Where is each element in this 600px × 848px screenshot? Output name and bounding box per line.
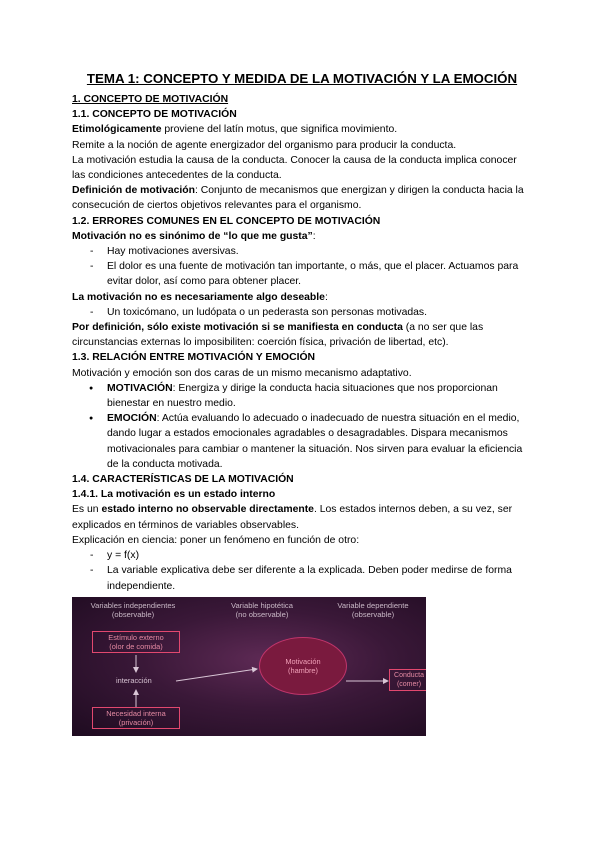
estado-pre: Es un [72, 504, 102, 516]
etimologia-text: proviene del latín motus, que significa movimiento. [161, 124, 398, 136]
caras-paragraph: Motivación y emoción son dos caras de un mismo mecanismo adaptativo. [72, 367, 412, 379]
label-interaccion: interacción [116, 676, 152, 685]
error-2-label: La motivación no es necesariamente algo deseable [72, 291, 325, 303]
section-1-heading: 1. CONCEPTO DE MOTIVACIÓN [72, 94, 229, 105]
list-item [72, 411, 532, 472]
motivation-diagram [72, 597, 426, 736]
motivacion-text: : Energiza y dirige la conducta hacia situaciones que nos proporcionan bienestar en nuestro medio. [107, 382, 498, 410]
box-conducta: Conducta (comer) [389, 669, 426, 691]
label-motivacion: Motivación (hambre) [285, 657, 321, 675]
error-1-heading [72, 229, 532, 244]
error-2-list [72, 305, 532, 320]
error-1-colon: : [312, 230, 316, 242]
box-necesidad: Necesidad interna (privación) [92, 707, 180, 729]
motivacion-label: MOTIVACIÓN [107, 382, 173, 394]
definicion-2-paragraph [72, 320, 532, 350]
page-title: TEMA 1: CONCEPTO Y MEDIDA DE LA MOTIVACIÓN Y LA EMOCIÓN [86, 71, 518, 86]
list-item: - Hay motivaciones aversivas. [72, 244, 532, 259]
section-1-1-heading: 1.1. CONCEPTO DE MOTIVACIÓN [72, 109, 237, 121]
section-1-2-heading: 1.2. ERRORES COMUNES EN EL CONCEPTO DE MOTIVACIÓN [72, 215, 381, 227]
section-1-4-heading: 1.4. CARACTERÍSTICAS DE LA MOTIVACIÓN [72, 474, 294, 486]
etimologia-paragraph [72, 122, 532, 137]
section-1-4-1-heading: 1.4.1. La motivación es un estado interno [72, 489, 276, 501]
relacion-list [72, 381, 532, 472]
error-2-colon: : [324, 291, 328, 303]
explicacion-paragraph: Explicación en ciencia: poner un fenómeno en función de otro: [72, 534, 360, 546]
estado-text: . Los estados internos deben, a su vez, ser explicados en términos de variables observables. [72, 504, 513, 531]
estado-label: estado interno no observable directamente [101, 504, 314, 516]
definicion-text: : Conjunto de mecanismos que energizan y dirigen la conducta hacia la consecución de ciertos objetivos relevantes para el organismo. [72, 185, 524, 212]
definicion-label: Definición de motivación [72, 185, 195, 197]
list-item: - La variable explicativa debe ser diferente a la explicada. Deben poder medirse de forma independiente. [72, 563, 532, 593]
definicion-2-label: Por definición, sólo existe motivación si se manifiesta en conducta [72, 322, 403, 334]
error-2-heading [72, 290, 532, 305]
list-item [72, 381, 532, 411]
explicacion-list [72, 548, 532, 594]
section-1-3-heading: 1.3. RELACIÓN ENTRE MOTIVACIÓN Y EMOCIÓN [72, 352, 316, 364]
box-estimulo: Estímulo externo (olor de comida) [92, 631, 180, 653]
header-dependiente: Variable dependiente (observable) [337, 601, 409, 619]
arrow-interaccion-motivacion [176, 669, 257, 681]
list-item: - y = f(x) [72, 548, 532, 563]
emocion-label: EMOCIÓN [107, 413, 157, 425]
list-item: - El dolor es una fuente de motivación tan importante, o más, que el placer. Actuamos para evitar dolor, así como para obtener placer. [72, 259, 532, 289]
estudia-paragraph: La motivación estudia la causa de la conducta. Conocer la causa de la conducta implica conocer las condiciones antecedentes de la conducta. [72, 154, 517, 182]
definicion-paragraph [72, 183, 532, 213]
ellipse-motivacion [259, 637, 347, 695]
remite-paragraph: Remite a la noción de agente energizador del organismo para producir la conducta. [72, 139, 457, 151]
header-hipotetica: Variable hipotética (no observable) [231, 601, 293, 619]
emocion-text: : Actúa evaluando lo adecuado o inadecuado de nuestra situación en el medio, dando lugar a estados emocionales agradables o desagradables. Dispara mecanismos motivacionales para cambiar o mantener la situación. Nos sirven para evaluar la eficiencia de la conducta motivada. [107, 413, 523, 470]
estado-paragraph [72, 502, 532, 532]
etimologia-label: Etimológicamente [72, 124, 162, 136]
header-independientes: Variables independientes (observable) [90, 601, 176, 619]
document-page [72, 70, 532, 594]
error-1-list [72, 244, 532, 290]
error-1-label: Motivación no es sinónimo de “lo que me gusta” [72, 230, 313, 242]
list-item: - Un toxicómano, un ludópata o un pederasta son personas motivadas. [72, 305, 532, 320]
definicion-2-text: (a no ser que las circunstancias externas lo imposibiliten: coerción física, privación de libertad, etc). [72, 322, 484, 349]
